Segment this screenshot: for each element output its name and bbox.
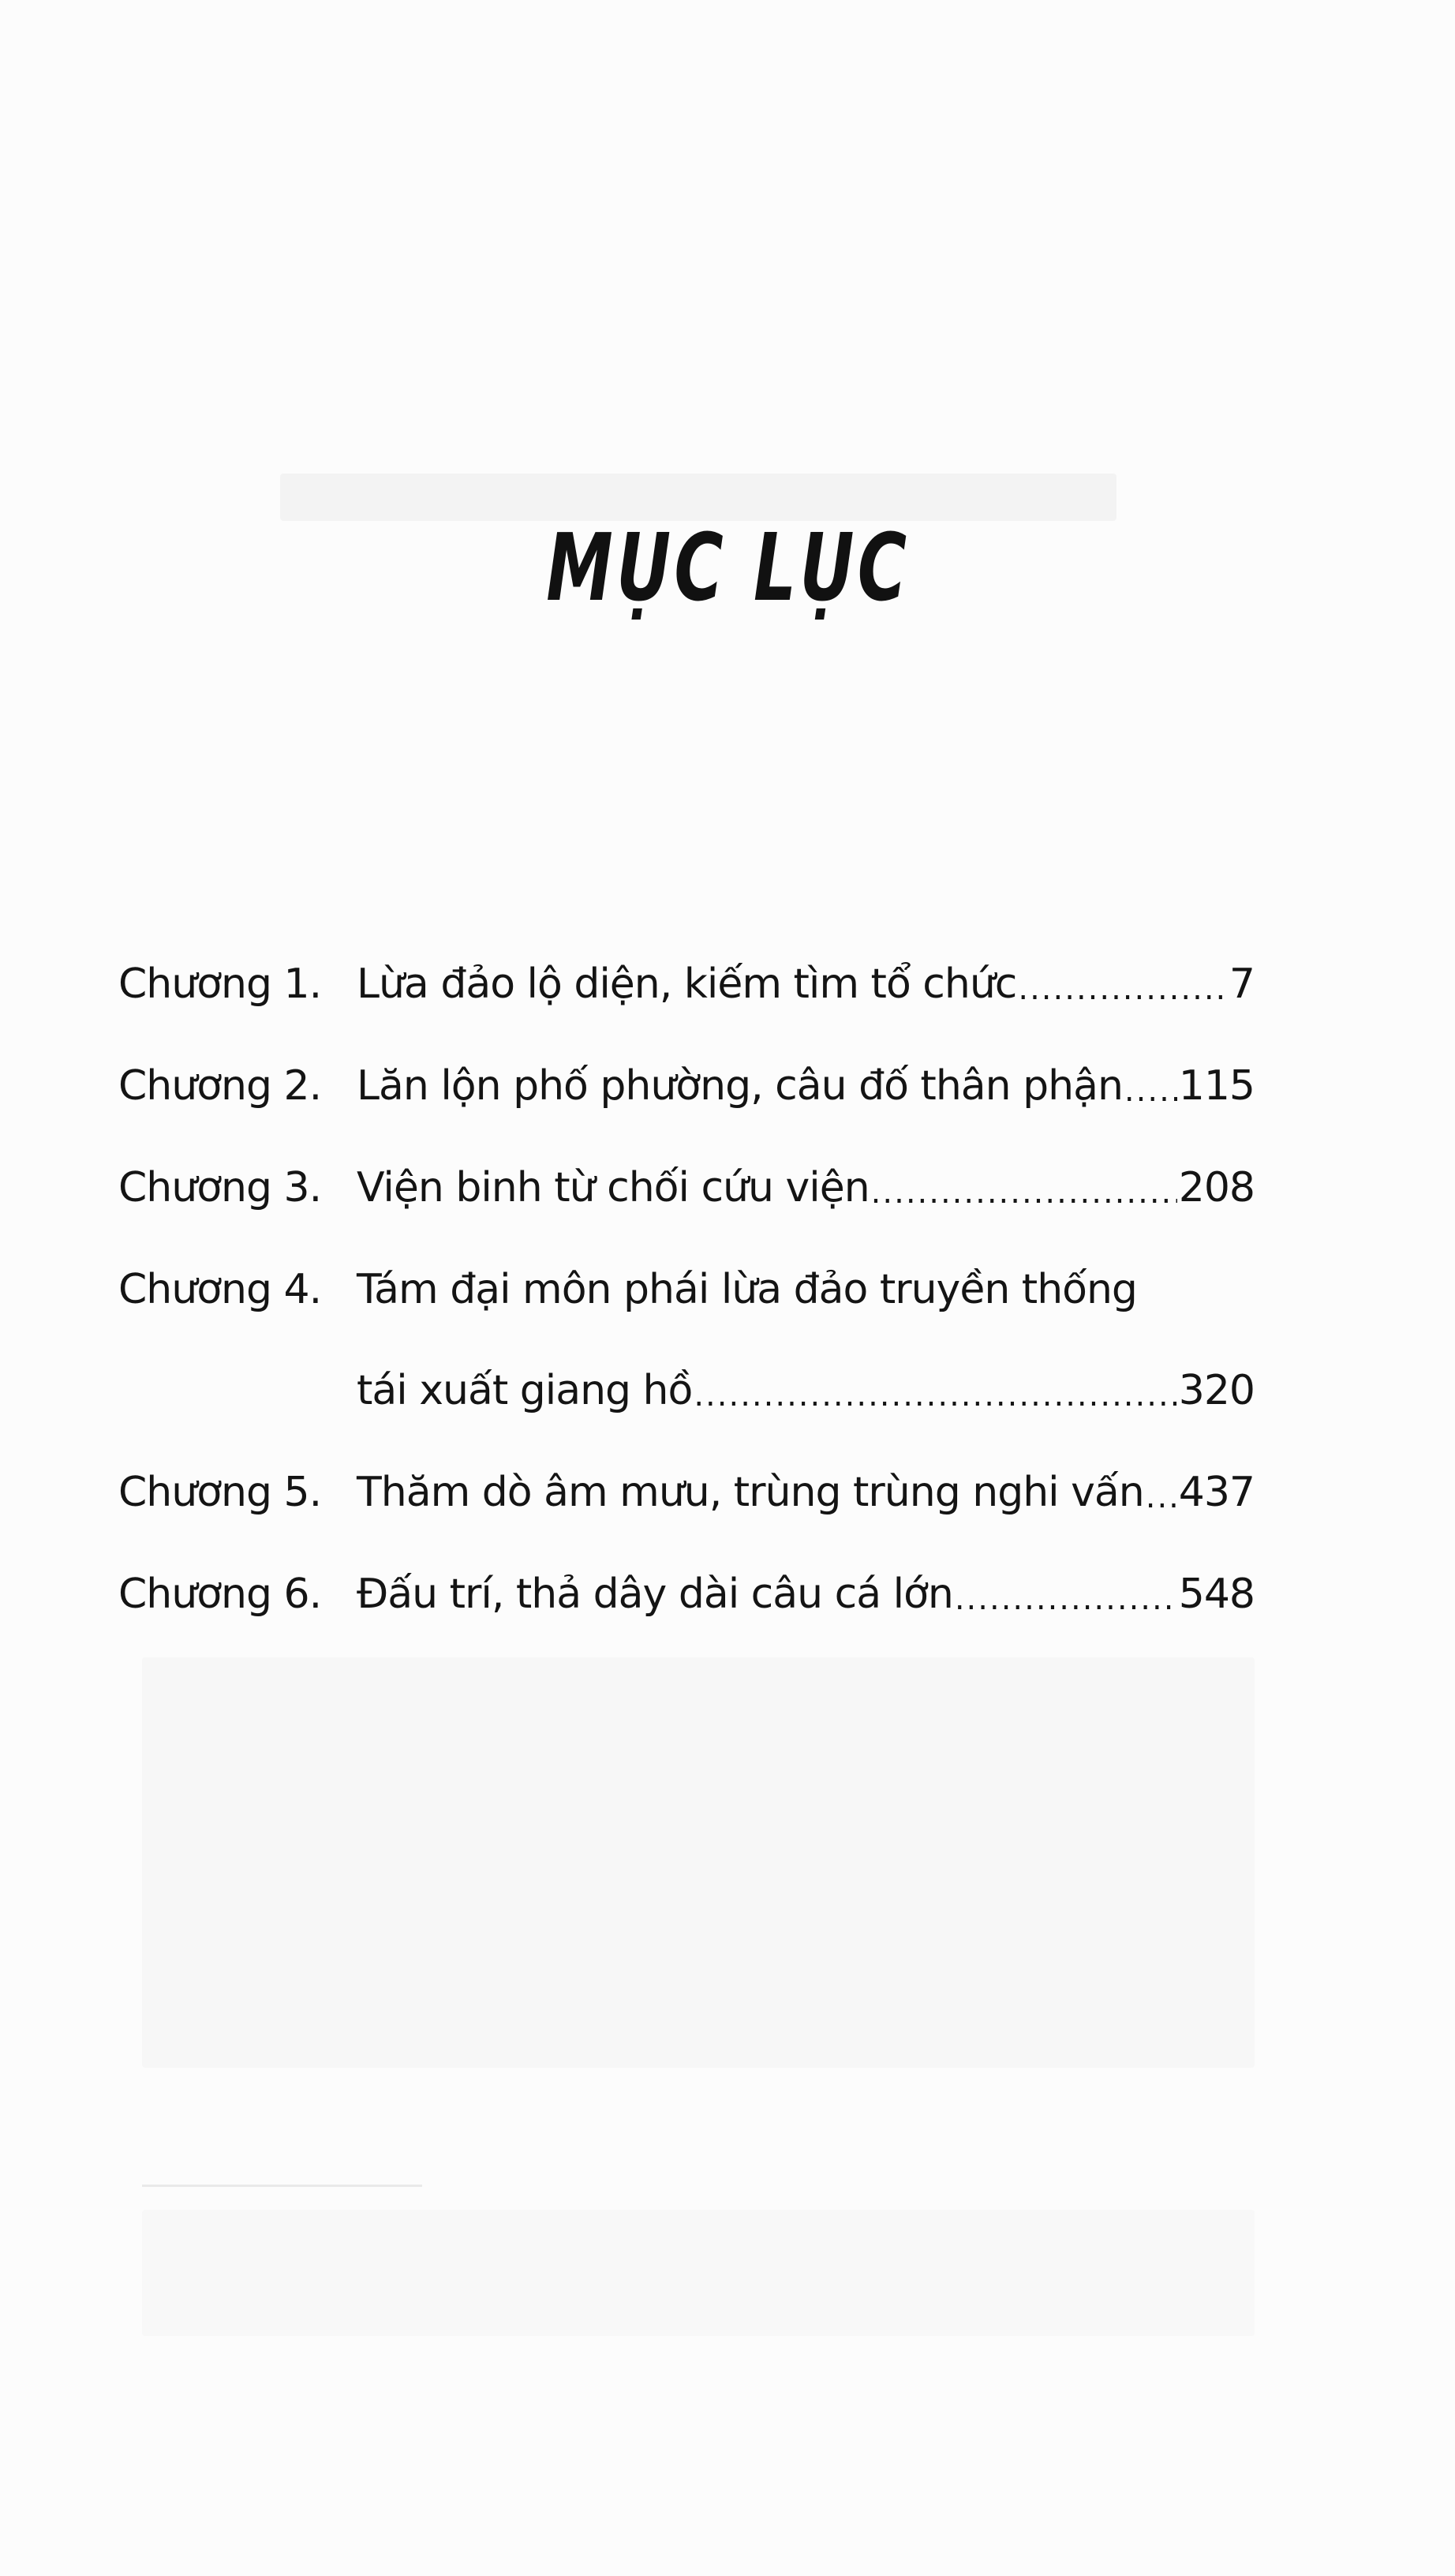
toc-entry	[118, 959, 1255, 1009]
page-number: 208	[1178, 1164, 1255, 1211]
dot-leader	[1146, 1477, 1177, 1518]
chapter-number: Chương 4.	[118, 1266, 322, 1313]
chapter-title-line-2: tái xuất giang hồ	[357, 1367, 693, 1414]
dot-leader	[1124, 1070, 1177, 1111]
toc-entry	[118, 1569, 1255, 1619]
chapter-number: Chương 5.	[118, 1469, 322, 1516]
chapter-title: Đấu trí, thả dây dài câu cá lớn	[357, 1571, 953, 1618]
toc-entry	[118, 1467, 1255, 1518]
chapter-number: Chương 6.	[118, 1571, 322, 1618]
dot-leader	[871, 1172, 1177, 1213]
toc-entry	[118, 1061, 1255, 1111]
dot-leader	[1018, 968, 1228, 1009]
chapter-title: Thăm dò âm mưu, trùng trùng nghi vấn	[357, 1469, 1144, 1516]
toc-entry	[118, 1264, 1255, 1416]
chapter-title: Viện binh từ chối cứu viện	[357, 1164, 870, 1211]
footnote-rule	[142, 2185, 422, 2187]
chapter-title: Lừa đảo lộ diện, kiếm tìm tổ chức	[357, 960, 1017, 1008]
toc-entry	[118, 1163, 1255, 1213]
chapter-number: Chương 1.	[118, 960, 322, 1008]
page-number: 320	[1178, 1367, 1255, 1414]
bleed-through-lower	[142, 1657, 1255, 2068]
chapter-number: Chương 3.	[118, 1164, 322, 1211]
page-title: MỤC LỤC	[546, 513, 911, 622]
chapter-title-line-1: Tám đại môn phái lừa đảo truyền thống	[357, 1266, 1137, 1313]
page-number: 7	[1229, 960, 1255, 1008]
page-number: 437	[1178, 1469, 1255, 1516]
page-number: 548	[1178, 1571, 1255, 1618]
bleed-through-footnote	[142, 2210, 1255, 2336]
dot-leader	[694, 1375, 1176, 1416]
chapter-title: Lăn lộn phố phường, câu đố thân phận	[357, 1062, 1123, 1110]
chapter-number: Chương 2.	[118, 1062, 322, 1110]
table-of-contents	[118, 959, 1255, 1671]
dot-leader	[955, 1578, 1177, 1619]
page-number: 115	[1178, 1062, 1255, 1110]
